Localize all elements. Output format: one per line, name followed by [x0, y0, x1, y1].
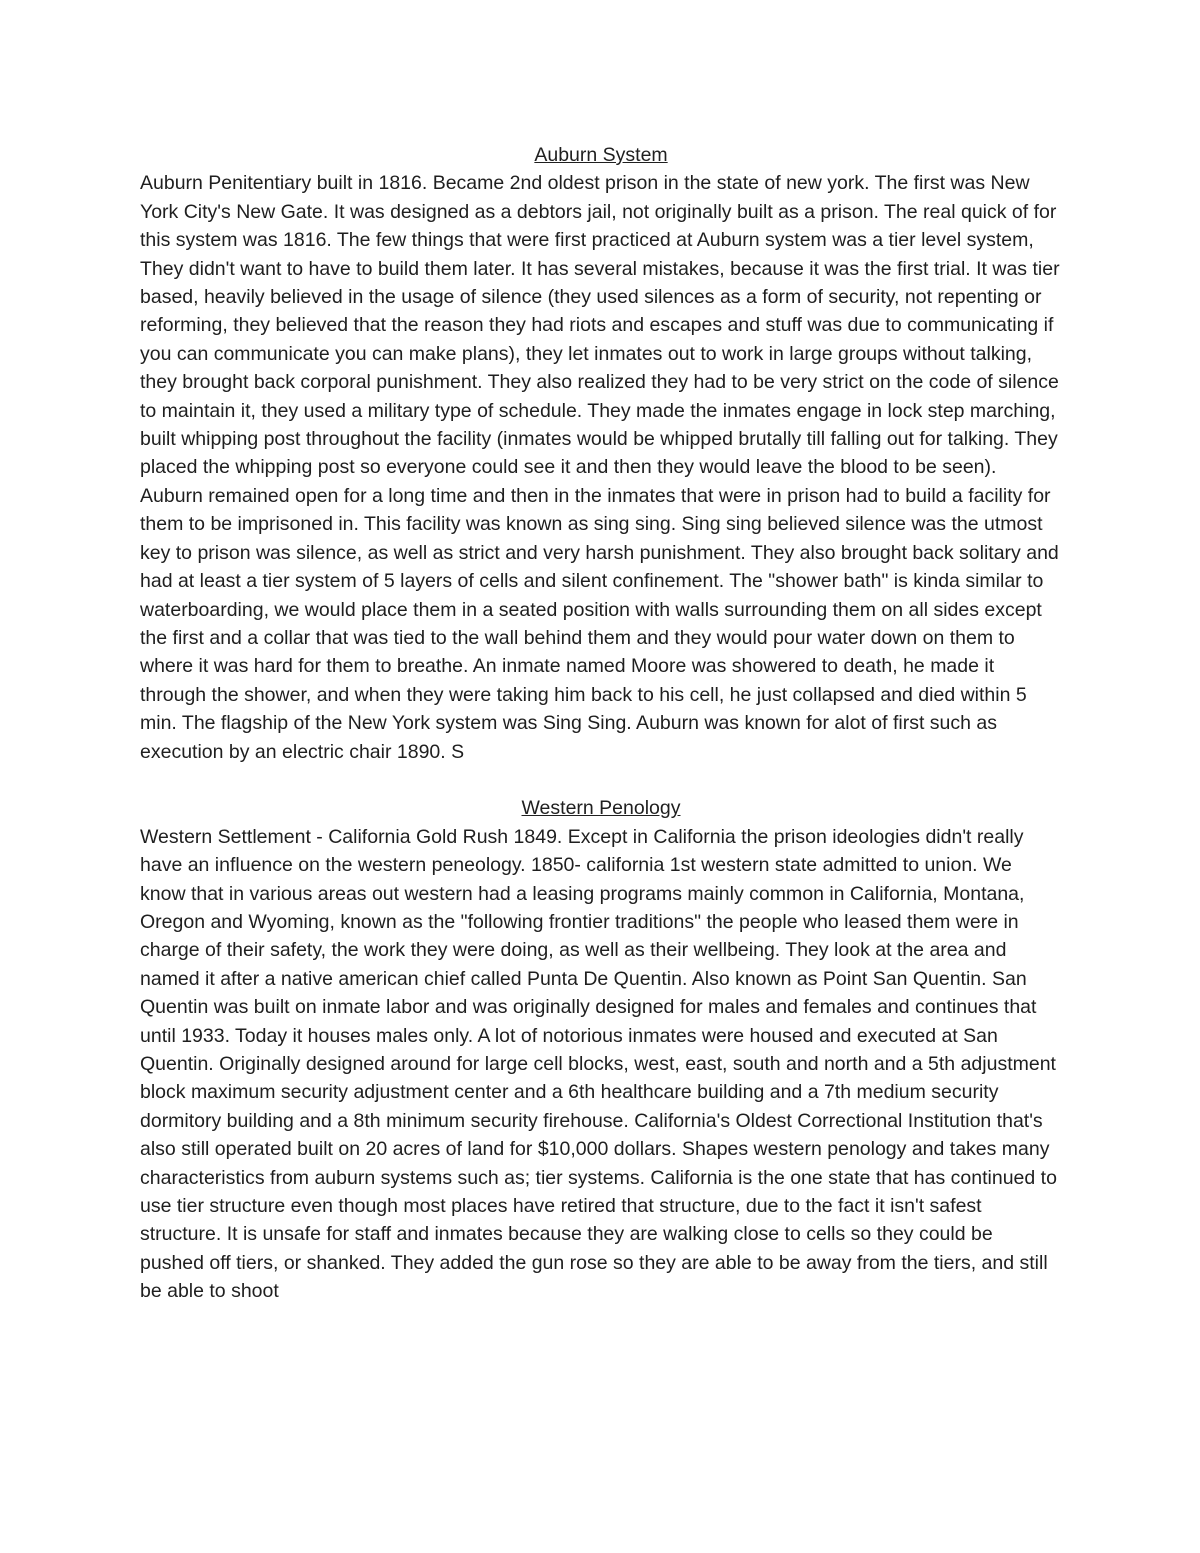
section-heading-auburn-system: Auburn System: [534, 144, 668, 166]
section-spacer: [140, 766, 1062, 794]
section-body-western-penology: Western Settlement - California Gold Rush 1849. Except in California the prison ideologies didn't really have an influence on the western peneology. 1850- california 1st western state admitted to union. We know that in various areas out western had a leasing programs mainly common in California, Montana, Oregon and Wyoming, known as the "following frontier traditions" the people who leased them were in charge of their safety, the work they were doing, as well as their wellbeing. They look at the area and named it after a native american chief called Punta De Quentin. Also known as Point San Quentin. San Quentin was built on inmate labor and was originally designed for males and females and continues that until 1933. Today it houses males only. A lot of notorious inmates were housed and executed at San Quentin. Originally designed around for large cell blocks, west, east, south and north and a 5th adjustment block maximum security adjustment center and a 6th healthcare building and a 7th medium security dormitory building and a 8th minimum security firehouse. California's Oldest Correctional Institution that's also still operated built on 20 acres of land for $10,000 dollars. Shapes western penology and takes many characteristics from auburn systems such as; tier systems. California is the one state that has continued to use tier structure even though most places have retired that structure, due to the fact it isn't safest structure. It is unsafe for staff and inmates because they are walking close to cells so they could be pushed off tiers, or shanked. They added the gun rose so they are able to be away from the tiers, and still be able to shoot: [140, 825, 1057, 1303]
section-heading-western-penology: Western Penology: [521, 797, 681, 820]
document-page: [140, 141, 1062, 1306]
section-body-auburn-system: Auburn Penitentiary built in 1816. Became 2nd oldest prison in the state of new york. The first was New York City's New Gate. It was designed as a debtors jail, not originally built as a prison. The real quick of for this system was 1816. The few things that were first practiced at Auburn system was a tier level system, They didn't want to have to build them later. It has several mistakes, because it was the first trial. It was tier based, heavily believed in the usage of silence (they used silences as a form of security, not repenting or reforming, they believed that the reason they had riots and escapes and stuff was due to communicating if you can communicate you can make plans), they let inmates out to work in large groups without talking, they brought back corporal punishment. They also realized they had to be very strict on the code of silence to maintain it, they used a military type of schedule. They made the inmates engage in lock step marching, built whipping post throughout the facility (inmates would be whipped brutally till falling out for talking. They placed the whipping post so everyone could see it and then they would leave the blood to be seen). Auburn remained open for a long time and then in the inmates that were in prison had to build a facility for them to be imprisoned in. This facility was known as sing sing. Sing sing believed silence was the utmost key to prison was silence, as well as strict and very harsh punishment. They also brought back solitary and had at least a tier system of 5 layers of cells and silent confinement. The "shower bath" is kinda similar to waterboarding, we would place them in a seated position with walls surrounding them on all sides except the first and a collar that was tied to the wall behind them and they would pour water down on them to where it was hard for them to breathe. An inmate named Moore was showered to death, he made it through the shower, and when they were taking him back to his cell, he just collapsed and died within 5 min. The flagship of the New York system was Sing Sing. Auburn was known for alot of first such as execution by an electric chair 1890. S: [140, 172, 1060, 763]
